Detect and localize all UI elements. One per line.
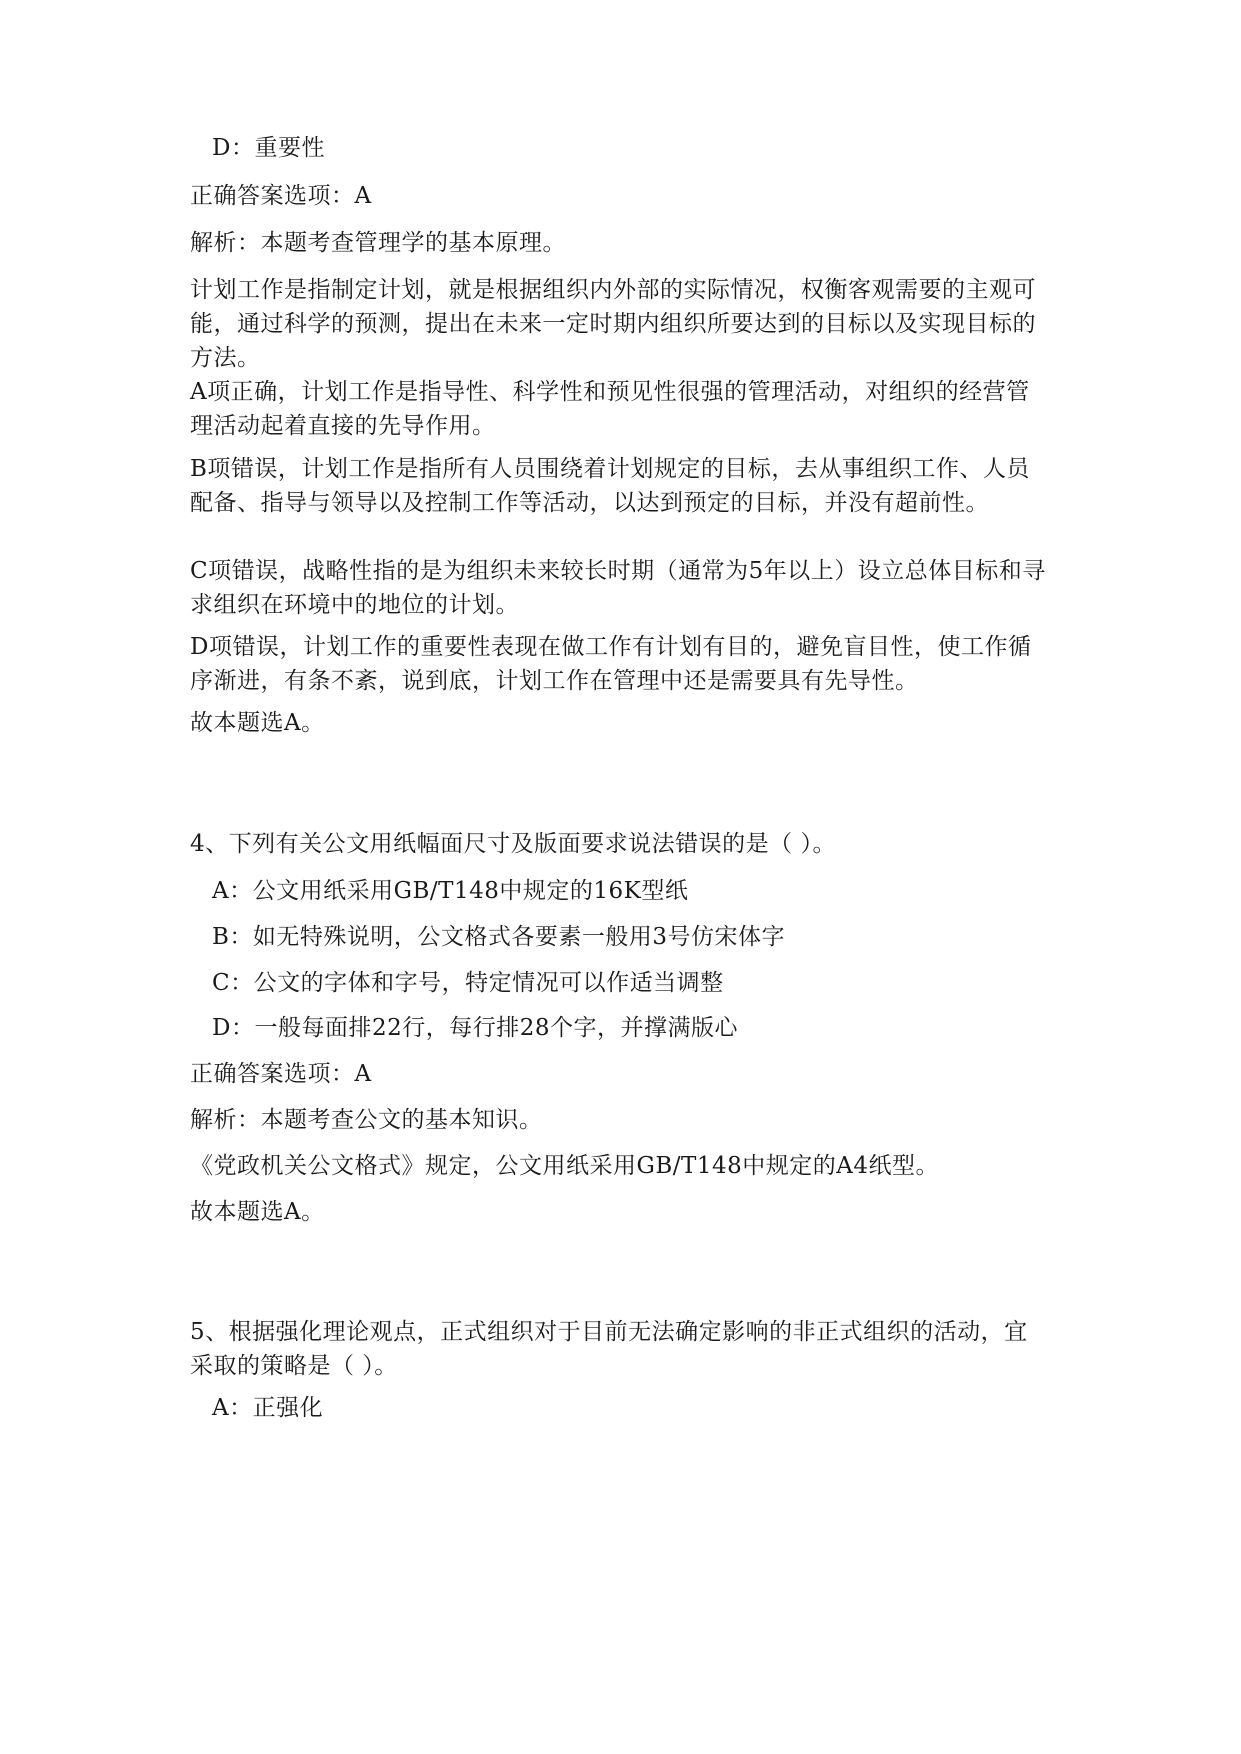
q4-conclusion: 故本题选A。 [190, 1199, 325, 1225]
q4-option-b: B：如无特殊说明，公文格式各要素一般用3号仿宋体字 [212, 924, 786, 950]
q5-option-a: A：正强化 [212, 1395, 324, 1421]
q4-answer: 正确答案选项：A [190, 1061, 372, 1087]
q5-question: 5、根据强化理论观点，正式组织对于目前无法确定影响的非正式组织的活动，宜采取的策略是（ ）。 [190, 1319, 1028, 1379]
q3-paragraph-5: D项错误，计划工作的重要性表现在做工作有计划有目的，避免盲目性，使工作循序渐进，有条不紊，说到底，计划工作在管理中还是需要具有先导性。 [190, 634, 1032, 694]
q3-conclusion: 故本题选A。 [190, 710, 325, 736]
document-page [190, 0, 1050, 1754]
q4-paragraph: 《党政机关公文格式》规定，公文用纸采用GB/T148中规定的A4纸型。 [190, 1153, 940, 1179]
q4-question: 4、下列有关公文用纸幅面尺寸及版面要求说法错误的是（ ）。 [190, 831, 836, 857]
q4-analysis-intro: 解析：本题考查公文的基本知识。 [190, 1107, 543, 1133]
q3-analysis-intro: 解析：本题考查管理学的基本原理。 [190, 230, 566, 256]
q4-option-c: C：公文的字体和字号，特定情况可以作适当调整 [212, 970, 724, 996]
q4-option-d: D：一般每面排22行，每行排28个字，并撑满版心 [212, 1015, 738, 1041]
q3-option-d: D：重要性 [212, 135, 325, 161]
q3-paragraph-1: 计划工作是指制定计划，就是根据组织内外部的实际情况，权衡客观需要的主观可能，通过科学的预测，提出在未来一定时期内组织所要达到的目标以及实现目标的方法。 [190, 277, 1036, 371]
q3-paragraph-4: C项错误，战略性指的是为组织未来较长时期（通常为5年以上）设立总体目标和寻求组织在环境中的地位的计划。 [190, 558, 1046, 618]
q3-answer: 正确答案选项：A [190, 183, 372, 209]
q3-paragraph-3: B项错误，计划工作是指所有人员围绕着计划规定的目标，去从事组织工作、人员配备、指导与领导以及控制工作等活动，以达到预定的目标，并没有超前性。 [190, 456, 1030, 516]
q3-paragraph-2: A项正确，计划工作是指导性、科学性和预见性很强的管理活动，对组织的经营管理活动起着直接的先导作用。 [190, 379, 1030, 439]
q4-option-a: A：公文用纸采用GB/T148中规定的16K型纸 [212, 878, 689, 904]
